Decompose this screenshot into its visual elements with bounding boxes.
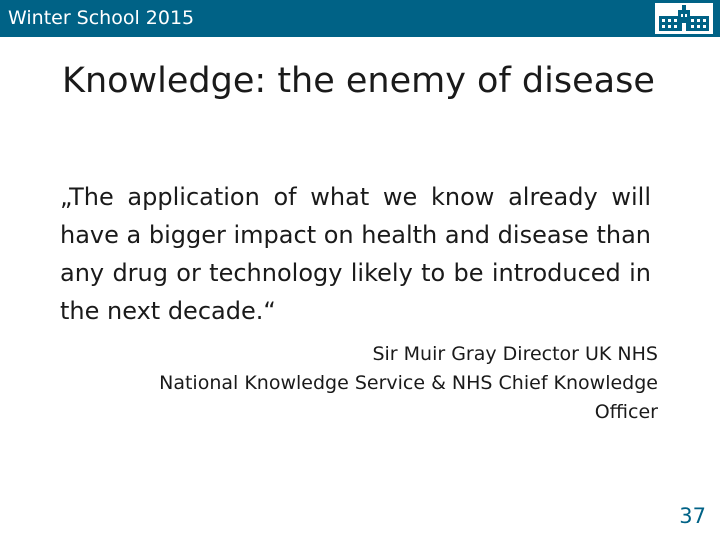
quote-text: „The application of what we know already will have a bigger impact on health and disease than any drug or technology likely to be introduced in the next decade.“ [60, 183, 651, 325]
attribution-line: Sir Muir Gray Director UK NHS [372, 343, 658, 365]
header-title: Winter School 2015 [8, 7, 195, 29]
header-bar [0, 0, 720, 37]
attribution-line: National Knowledge Service & NHS Chief Knowledge [159, 372, 658, 394]
attribution-line: Officer [594, 401, 658, 423]
slide-title: Knowledge: the enemy of disease [62, 61, 655, 101]
quote-attribution [98, 340, 658, 427]
building-logo-icon [655, 3, 713, 34]
page-number: 37 [679, 504, 706, 528]
